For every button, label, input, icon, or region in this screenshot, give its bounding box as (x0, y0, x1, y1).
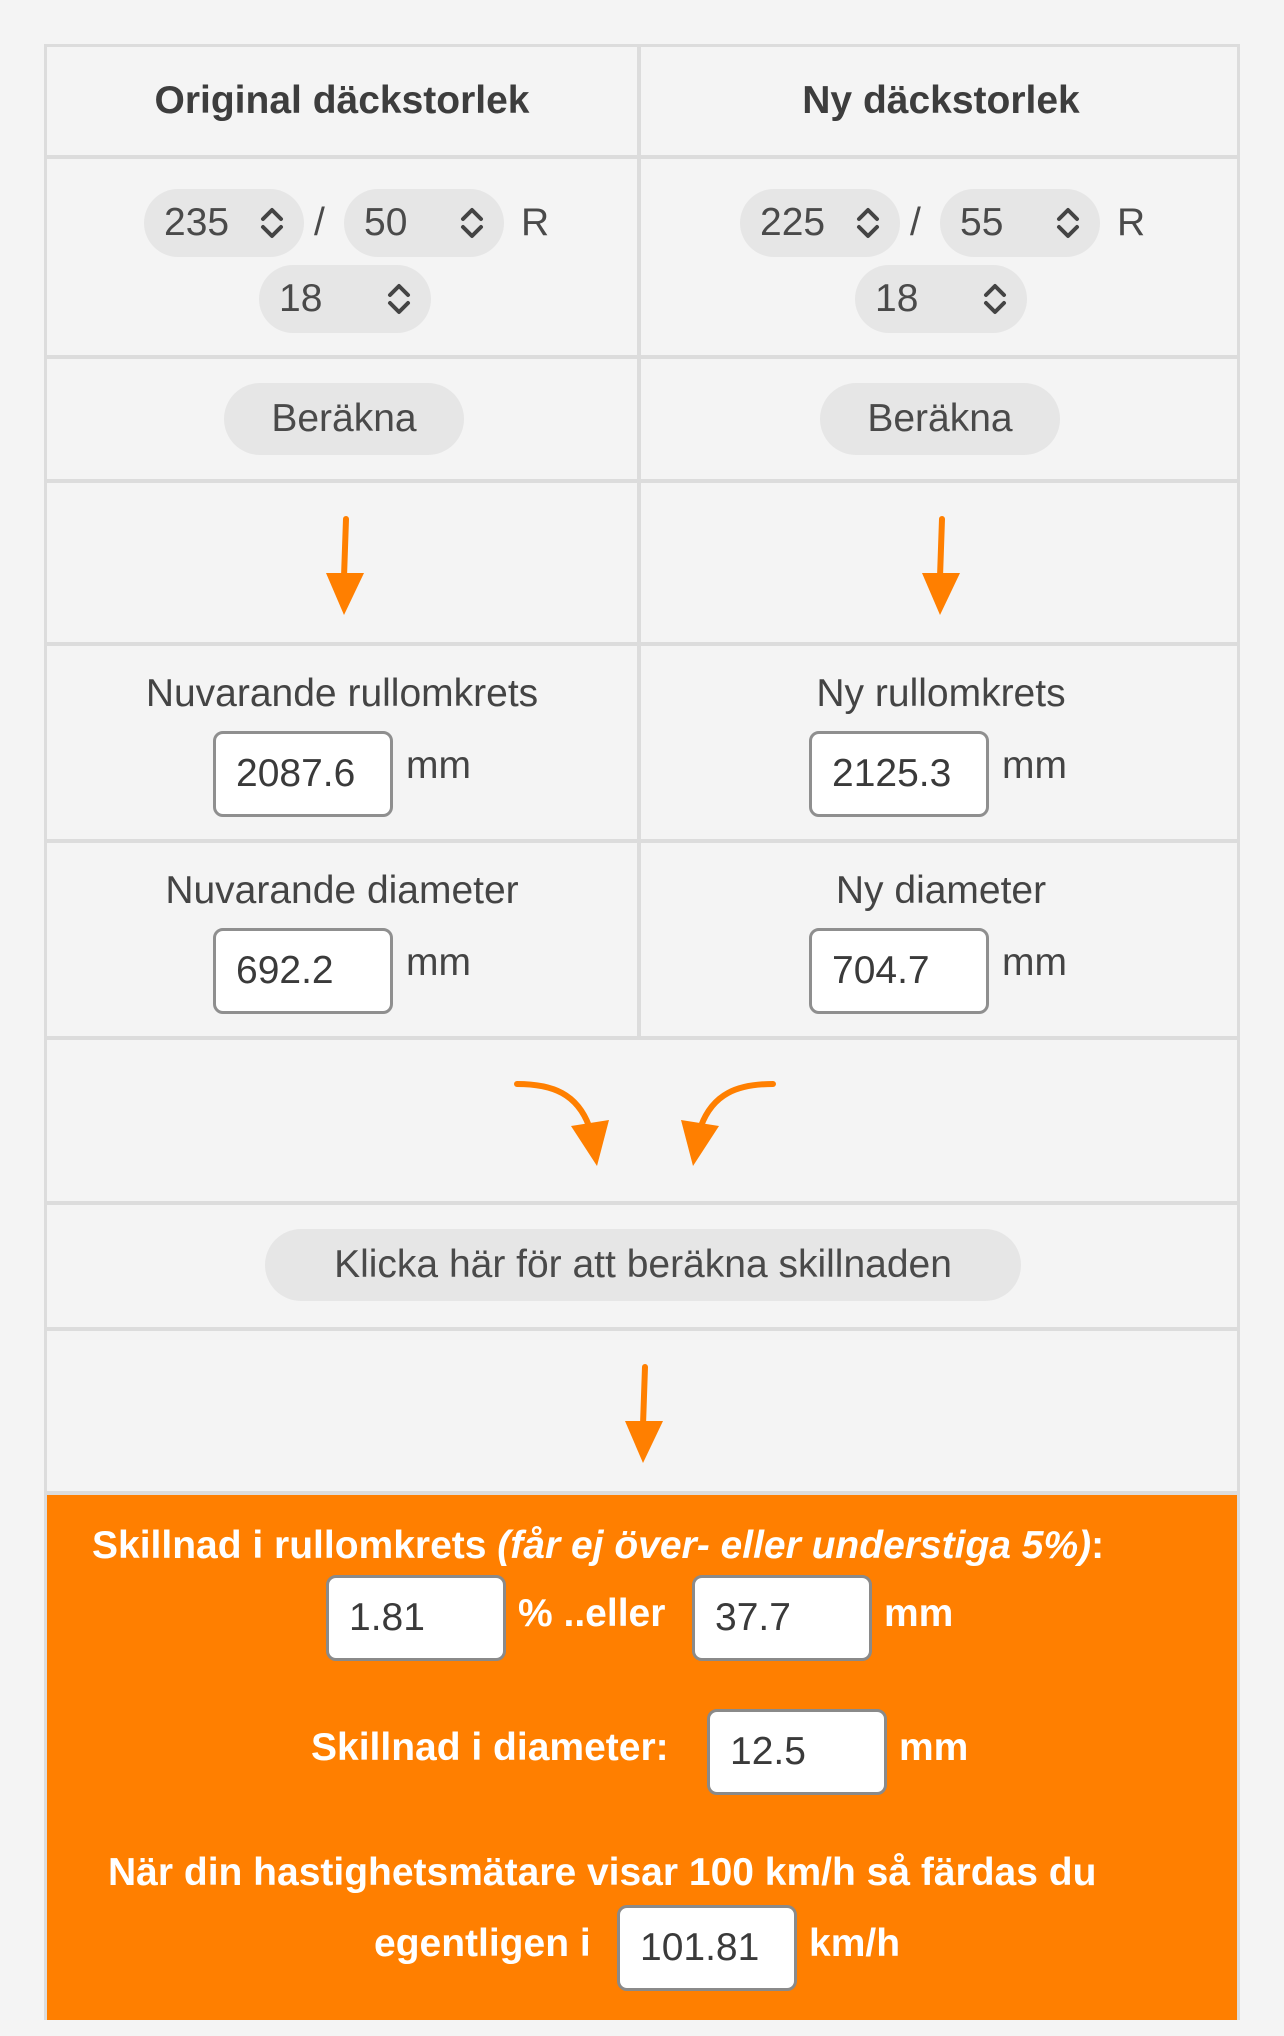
speed-sentence-line1: När din hastighetsmätare visar 100 km/h så färdas du (108, 1851, 1097, 1894)
chevron-up-down-icon (1054, 203, 1082, 243)
diameter-difference-field[interactable]: 12.5 (707, 1709, 887, 1795)
new-rim-value: 18 (875, 277, 919, 320)
arrow-curve-left-icon (673, 1074, 777, 1174)
original-circumference-label: Nuvarande rullomkrets (145, 672, 539, 715)
original-arrow-cell (47, 483, 641, 642)
mm-unit: mm (899, 1726, 969, 1769)
circumference-row (47, 646, 1237, 843)
circumference-difference-heading (92, 1524, 1104, 1568)
calc-button-row (47, 359, 1237, 483)
diameter-difference-label: Skillnad i diameter: (311, 1726, 669, 1769)
size-slash: / (910, 201, 921, 244)
original-size-header: Original däckstorlek (47, 47, 641, 155)
chevron-up-down-icon (458, 203, 486, 243)
new-size-selects (645, 159, 1237, 355)
arrow-row (47, 483, 1237, 646)
heading-colon: : (1091, 1524, 1105, 1567)
size-select-row (47, 159, 1237, 359)
chevron-up-down-icon (385, 279, 413, 319)
compare-button[interactable]: Klicka här för att beräkna skillnaden (265, 1229, 1021, 1301)
final-arrow-cell (47, 1331, 1237, 1491)
original-calculate-button[interactable]: Beräkna (224, 383, 464, 455)
mm-unit: mm (406, 744, 471, 787)
new-width-value: 225 (760, 201, 826, 244)
new-rim-select[interactable] (855, 265, 1027, 333)
mm-unit: mm (1002, 744, 1067, 787)
compare-cell (47, 1205, 1237, 1327)
new-profile-value: 55 (960, 201, 1004, 244)
original-rim-select[interactable] (259, 265, 431, 333)
rim-r-label: R (1117, 201, 1146, 244)
rim-r-label: R (521, 201, 550, 244)
original-diameter-field[interactable]: 692.2 (213, 928, 393, 1014)
circumference-limit-note: (får ej över- eller understiga 5%) (497, 1524, 1092, 1567)
mm-difference-field[interactable]: 37.7 (692, 1575, 872, 1661)
new-diameter-cell (645, 843, 1237, 1036)
original-circumference-cell (47, 646, 641, 839)
original-width-select[interactable] (144, 189, 304, 257)
arrow-curve-right-icon (513, 1074, 617, 1174)
original-calc-cell (47, 359, 641, 479)
circumference-difference-label: Skillnad i rullomkrets (92, 1524, 498, 1567)
speed-sentence-line2: egentligen i (374, 1922, 591, 1965)
original-diameter-cell (47, 843, 641, 1036)
arrow-down-icon (623, 1363, 665, 1467)
compare-row (47, 1205, 1237, 1331)
new-calc-cell (645, 359, 1237, 479)
original-circumference-field[interactable]: 2087.6 (213, 731, 393, 817)
original-profile-select[interactable] (344, 189, 504, 257)
new-size-header: Ny däckstorlek (802, 79, 1080, 122)
original-rim-value: 18 (279, 277, 323, 320)
original-width-value: 235 (164, 201, 230, 244)
mm-unit: mm (884, 1592, 954, 1635)
arrow-down-icon (324, 515, 366, 619)
mm-unit: mm (406, 941, 471, 984)
new-calculate-button[interactable]: Beräkna (820, 383, 1060, 455)
percent-difference-field[interactable]: 1.81 (326, 1575, 506, 1661)
converge-arrow-cell (47, 1040, 1237, 1201)
final-arrow-row (47, 1331, 1237, 1495)
kmh-unit: km/h (809, 1922, 901, 1965)
header-row (47, 47, 1237, 159)
new-circumference-field[interactable]: 2125.3 (809, 731, 989, 817)
arrow-down-icon (920, 515, 962, 619)
chevron-up-down-icon (854, 203, 882, 243)
tire-calculator (44, 44, 1240, 2020)
result-panel (47, 1495, 1237, 2020)
chevron-up-down-icon (981, 279, 1009, 319)
original-size-selects (47, 159, 641, 355)
new-profile-select[interactable] (940, 189, 1100, 257)
chevron-up-down-icon (258, 203, 286, 243)
new-diameter-field[interactable]: 704.7 (809, 928, 989, 1014)
new-width-select[interactable] (740, 189, 900, 257)
original-profile-value: 50 (364, 201, 408, 244)
new-arrow-cell (645, 483, 1237, 642)
new-circumference-cell (645, 646, 1237, 839)
new-circumference-label: Ny rullomkrets (816, 672, 1066, 715)
mm-unit: mm (1002, 941, 1067, 984)
new-diameter-label: Ny diameter (835, 869, 1047, 912)
size-slash: / (314, 201, 325, 244)
converge-arrow-row (47, 1040, 1237, 1205)
percent-eller-label: % ..eller (518, 1592, 666, 1635)
original-diameter-label: Nuvarande diameter (165, 869, 519, 912)
diameter-row (47, 843, 1237, 1040)
actual-speed-field[interactable]: 101.81 (617, 1905, 797, 1991)
